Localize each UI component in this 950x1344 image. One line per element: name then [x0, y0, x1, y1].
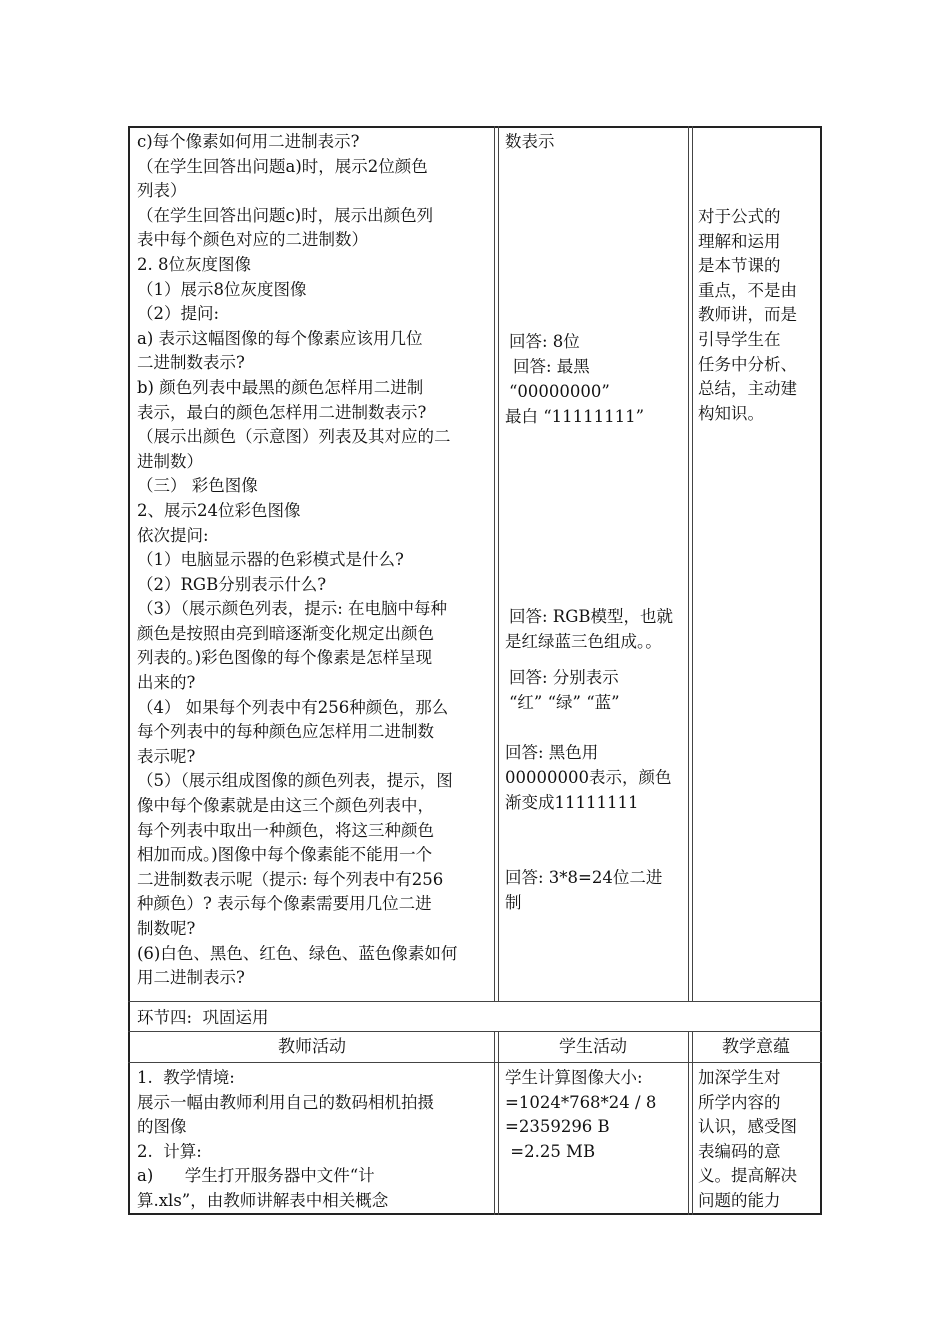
col-divider-2b [692, 126, 693, 1001]
text-line: 算.xls”，由教师讲解表中相关概念 [137, 1190, 389, 1210]
row-divider-header-bottom [128, 1062, 822, 1063]
student-answer-b1: 回答: RGB模型，也就 [509, 607, 674, 626]
student-answer-a4: 最白 “11111111” [505, 407, 645, 426]
text-line: 2、展示24位彩色图像 [137, 500, 301, 520]
row-divider-section [128, 1001, 822, 1002]
student-answer-c2: “红” “绿” “蓝” [509, 693, 620, 712]
header-teaching-meaning: 教学意蕴 [722, 1037, 790, 1057]
text-line: b) 颜色列表中最黑的颜色怎样用二进制 [137, 377, 424, 397]
student-answer-e2: 制 [505, 893, 522, 912]
text-line: 每个列表中的每种颜色应怎样用二进制数 [137, 722, 434, 742]
text-line: 二进制数表示? [137, 353, 245, 373]
text-line: 加深学生对 [698, 1068, 781, 1087]
text-line: 的图像 [137, 1117, 187, 1137]
student-answer-d2: 00000000表示，颜色 [505, 768, 672, 787]
text-line: 总结，主动建 [698, 379, 797, 399]
section-title: 环节四: 巩固运用 [137, 1008, 269, 1027]
text-line: 制数呢? [137, 919, 196, 938]
text-line: 任务中分析、 [698, 354, 797, 374]
header-teacher-activity: 教师活动 [278, 1037, 346, 1057]
text-line: （2）提问: [137, 304, 220, 324]
text-line: 教师讲，而是 [698, 305, 797, 325]
student-answer-d1: 回答: 黑色用 [505, 743, 599, 762]
text-line: （在学生回答出问题c)时，展示出颜色列 [137, 205, 434, 225]
text-line: 列表） [137, 181, 187, 201]
teaching-meaning-upper [698, 205, 818, 426]
text-line: 用二进制表示? [137, 968, 245, 988]
teacher-activity-lower [137, 1066, 489, 1214]
student-answer-b2: 是红绿蓝三色组成。。 [505, 632, 662, 651]
text-line: 展示一幅由教师利用自己的数码相机拍摄 [137, 1092, 434, 1112]
text-line: （2）RGB分别表示什么? [137, 574, 327, 594]
text-line: 认识，感受图 [698, 1117, 797, 1137]
text-line: 表示，最白的颜色怎样用二进制数表示? [137, 402, 427, 422]
text-line: 相加而成。)图像中每个像素能不能用一个 [137, 845, 433, 865]
text-line: 像中每个像素就是由这三个颜色列表中， [137, 796, 434, 816]
text-line: 理解和运用 [698, 231, 781, 251]
student-answer-e1: 回答: 3*8=24位二进 [505, 868, 663, 887]
row-divider-header-top [128, 1031, 822, 1032]
student-activity-top: 数表示 [505, 132, 555, 151]
text-line: 是本节课的 [698, 256, 781, 276]
text-line: 2. 8位灰度图像 [137, 254, 251, 274]
teacher-activity-upper [137, 130, 489, 991]
text-line: 颜色是按照由亮到暗逐渐变化规定出颜色 [137, 623, 434, 643]
text-line: 每个列表中取出一种颜色，将这三种颜色 [137, 820, 434, 840]
text-line: 问题的能力 [698, 1190, 781, 1210]
student-activity-lower [505, 1066, 685, 1164]
text-line: 进制数） [137, 451, 203, 471]
student-answer-c1: 回答: 分别表示 [509, 668, 619, 687]
col-divider-1b [498, 126, 499, 1001]
text-line: （1）展示8位灰度图像 [137, 279, 307, 299]
text-line: （三） 彩色图像 [137, 476, 258, 496]
text-line: （展示出颜色（示意图）列表及其对应的二 [137, 427, 451, 447]
lower-col-divider-2 [688, 1031, 689, 1215]
lower-col-divider-1 [494, 1031, 495, 1215]
header-student-activity: 学生活动 [559, 1037, 627, 1057]
student-answer-a1: 回答: 8位 [509, 332, 580, 351]
text-line: =2359296 B [505, 1117, 610, 1137]
student-answer-a2: 回答: 最黑 [513, 357, 590, 376]
student-answer-a3: “00000000” [509, 382, 610, 401]
text-line: 重点，不是由 [698, 280, 797, 300]
text-line: 所学内容的 [698, 1092, 781, 1112]
student-answer-d3: 渐变成11111111 [505, 793, 639, 812]
text-line: a) 表示这幅图像的每个像素应该用几位 [137, 328, 423, 348]
text-line: 种颜色）? 表示每个像素需要用几位二进 [137, 894, 432, 914]
text-line: 2. 计算: [137, 1141, 202, 1161]
text-line: a) 学生打开服务器中文件“计 [137, 1166, 375, 1186]
text-line: 构知识。 [698, 403, 764, 423]
text-line: （5）（展示组成图像的颜色列表，提示，图 [137, 771, 453, 791]
text-line: 列表的。)彩色图像的每个像素是怎样呈现 [137, 648, 433, 668]
text-line: 对于公式的 [698, 207, 781, 226]
text-line: 表编码的意 [698, 1141, 781, 1161]
text-line: 出来的? [137, 673, 196, 693]
text-line: 表中每个颜色对应的二进制数） [137, 230, 368, 250]
text-line: （4） 如果每个列表中有256种颜色，那么 [137, 697, 449, 717]
text-line: c)每个像素如何用二进制表示? [137, 132, 360, 151]
text-line: 依次提问: [137, 525, 209, 545]
text-line: =2.25 MB [505, 1141, 596, 1161]
text-line: =1024*768*24 / 8 [505, 1092, 657, 1112]
text-line: 二进制数表示呢（提示: 每个列表中有256 [137, 869, 444, 889]
text-line: 引导学生在 [698, 329, 781, 349]
text-line: （1）电脑显示器的色彩模式是什么? [137, 550, 404, 570]
col-divider-1 [494, 126, 495, 1001]
text-line: （在学生回答出问题a)时，展示2位颜色 [137, 156, 428, 176]
text-line: (6)白色、黑色、红色、绿色、蓝色像素如何 [137, 943, 458, 963]
text-line: 义。提高解决 [698, 1166, 797, 1186]
col-divider-2 [688, 126, 689, 1001]
text-line: 1. 教学情境: [137, 1068, 235, 1087]
text-line: 表示呢? [137, 746, 196, 766]
text-line: 学生计算图像大小: [505, 1068, 643, 1087]
text-line: （3）（展示颜色列表，提示: 在电脑中每种 [137, 599, 448, 619]
teaching-meaning-lower [698, 1066, 818, 1214]
